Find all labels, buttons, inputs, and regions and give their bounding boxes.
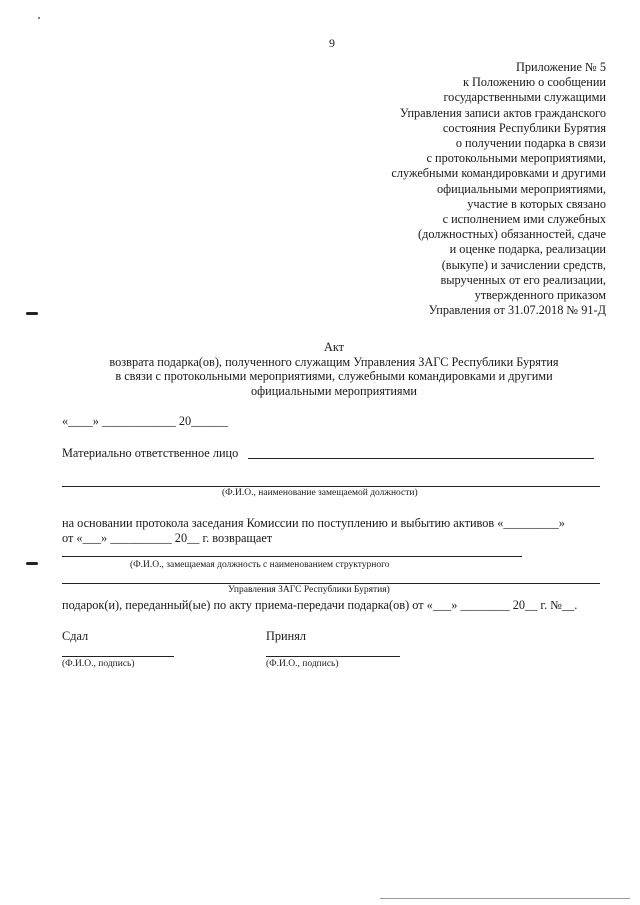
appendix-line: Управления записи актов гражданского bbox=[399, 105, 606, 120]
gifts-line: подарок(и), переданный(ые) по акту приема-передачи подарка(ов) от «___» ________ 20__ г. №__. bbox=[62, 598, 578, 612]
appendix-line: официальными мероприятиями, bbox=[437, 181, 606, 196]
appendix-line: с протокольными мероприятиями, bbox=[426, 151, 606, 166]
appendix-line: Управления от 31.07.2018 № 91-Д bbox=[428, 303, 606, 318]
basis-line: от «___» __________ 20__ г. возвращает bbox=[62, 531, 273, 545]
appendix-line: к Положению о сообщении bbox=[462, 75, 606, 90]
accepted-signature-line bbox=[266, 656, 400, 657]
appendix-line: участие в которых связано bbox=[467, 196, 606, 211]
appendix-line: состояния Республики Бурятия bbox=[442, 120, 606, 135]
appendix-line: с исполнением ими служебных bbox=[442, 212, 606, 227]
basis-line: на основании протокола заседания Комиссии по поступлению и выбытию активов «_________» bbox=[62, 516, 565, 530]
appendix-line: (должностных) обязанностей, сдаче bbox=[417, 227, 606, 242]
responsible-field-line bbox=[248, 458, 594, 459]
appendix-line: служебными командировками и другими bbox=[391, 166, 606, 181]
act-title-line: возврата подарка(ов), полученного служащим Управления ЗАГС Республики Бурятия bbox=[109, 354, 559, 369]
appendix-header bbox=[266, 60, 606, 318]
accepted-label: Принял bbox=[266, 629, 306, 643]
handed-signature-line bbox=[62, 656, 174, 657]
act-title-line: официальными мероприятиями bbox=[251, 383, 417, 398]
appendix-line: (выкупе) и зачислении средств, bbox=[441, 257, 606, 272]
appendix-line: государственными служащими bbox=[443, 90, 606, 105]
scan-speck bbox=[38, 17, 40, 19]
page-number: 9 bbox=[329, 36, 335, 50]
appendix-line: утвержденного приказом bbox=[474, 288, 606, 303]
appendix-line: о получении подарка в связи bbox=[455, 136, 606, 151]
recipient-unit-line bbox=[62, 583, 600, 584]
responsible-caption: (Ф.И.О., наименование замещаемой должности) bbox=[222, 488, 418, 498]
recipient-caption: Управления ЗАГС Республики Бурятия) bbox=[228, 585, 390, 595]
act-title-line: в связи с протокольными мероприятиями, служебными командировками и другими bbox=[115, 369, 553, 384]
responsible-position-line bbox=[62, 486, 600, 487]
responsible-label: Материально ответственное лицо bbox=[62, 446, 239, 460]
accepted-caption: (Ф.И.О., подпись) bbox=[266, 659, 339, 669]
hole-punch-mark-top bbox=[26, 312, 38, 315]
appendix-line: Приложение № 5 bbox=[515, 60, 606, 74]
handed-caption: (Ф.И.О., подпись) bbox=[62, 659, 135, 669]
appendix-line: вырученных от его реализации, bbox=[440, 272, 606, 287]
handed-label: Сдал bbox=[62, 629, 89, 643]
scan-edge bbox=[380, 898, 630, 899]
recipient-caption: (Ф.И.О., замещаемая должность с наименованием структурного bbox=[130, 560, 390, 570]
act-title bbox=[40, 340, 628, 398]
appendix-line: и оценке подарка, реализации bbox=[449, 242, 606, 257]
act-date-line: «____» ____________ 20______ bbox=[62, 414, 229, 428]
act-heading: Акт bbox=[323, 340, 345, 354]
hole-punch-mark-bottom bbox=[26, 562, 38, 565]
recipient-field-line bbox=[62, 556, 522, 557]
